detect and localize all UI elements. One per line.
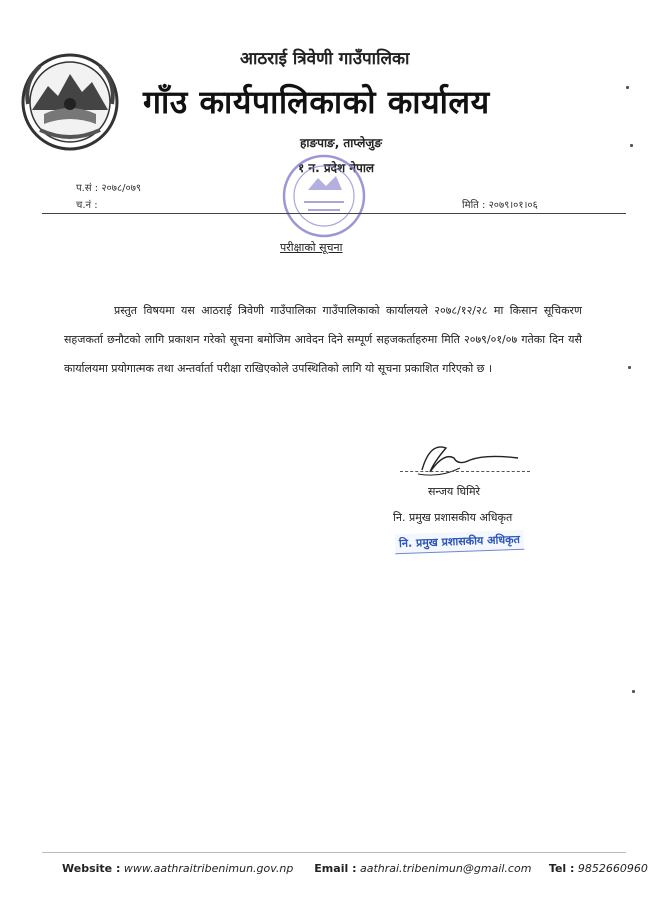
dispatch-number: च.नं : bbox=[76, 200, 98, 211]
scan-mark bbox=[626, 86, 629, 89]
website-link[interactable]: www.aathraitribenimun.gov.np bbox=[123, 862, 294, 875]
letter-date: मिति : २०७९।०१।०६ bbox=[462, 200, 538, 211]
scan-mark bbox=[630, 144, 633, 147]
designation-stamp: नि. प्रमुख प्रशासकीय अधिकृत bbox=[395, 530, 525, 554]
notice-title: परीक्षाको सूचना bbox=[280, 241, 343, 254]
footer-divider bbox=[42, 852, 626, 853]
signatory-role: नि. प्रमुख प्रशासकीय अधिकृत bbox=[393, 511, 513, 524]
signature-line bbox=[400, 471, 530, 472]
scan-mark bbox=[628, 366, 631, 369]
email-link[interactable]: aathrai.tribenimun@gmail.com bbox=[359, 862, 532, 875]
office-round-stamp-icon bbox=[278, 150, 370, 242]
signatory-name: सन्जय घिमिरे bbox=[428, 485, 481, 498]
nepal-emblem-icon bbox=[20, 52, 120, 152]
office-address: हाङपाङ, ताप्लेजुङ bbox=[300, 136, 382, 150]
notice-paragraph: प्रस्तुत विषयमा यस आठराई त्रिवेणी गाउँपालिका गाउँपालिकाको कार्यालयले २०७८/१२/२८ मा किसान सूचिकरण सहजकर्ता छनौटको लागि प्रकाशन गरेको सूचना बमोजिम आवेदन दिने सम्पूर्ण सहजकर्ताहरुमा मिति २०७९/०१/०७ गतेका दिन यसै कार्यालयमा प्रयोगात्मक तथा अन्तर्वार्ता परीक्षा राखिएकोले उपस्थितिको लागि यो सूचना प्रकाशित गरिएको छ । bbox=[64, 304, 582, 375]
scan-mark bbox=[632, 690, 635, 693]
handwritten-signature-icon bbox=[400, 432, 520, 482]
email-label: Email : bbox=[314, 862, 357, 875]
tel-number: 9852660960 bbox=[577, 862, 648, 875]
province-line: १ न. प्रदेश नेपाल bbox=[298, 161, 375, 175]
municipality-name: आठराई त्रिवेणी गाउँपालिका bbox=[240, 49, 410, 69]
reference-number: प.सं : २०७८/०७९ bbox=[76, 183, 142, 194]
website-label: Website : bbox=[62, 862, 121, 875]
footer-contact bbox=[62, 862, 648, 875]
office-title: गाँउ कार्यपालिकाको कार्यालय bbox=[143, 83, 490, 121]
notice-body bbox=[64, 296, 582, 383]
tel-label: Tel : bbox=[548, 862, 575, 875]
header-divider bbox=[42, 213, 626, 214]
